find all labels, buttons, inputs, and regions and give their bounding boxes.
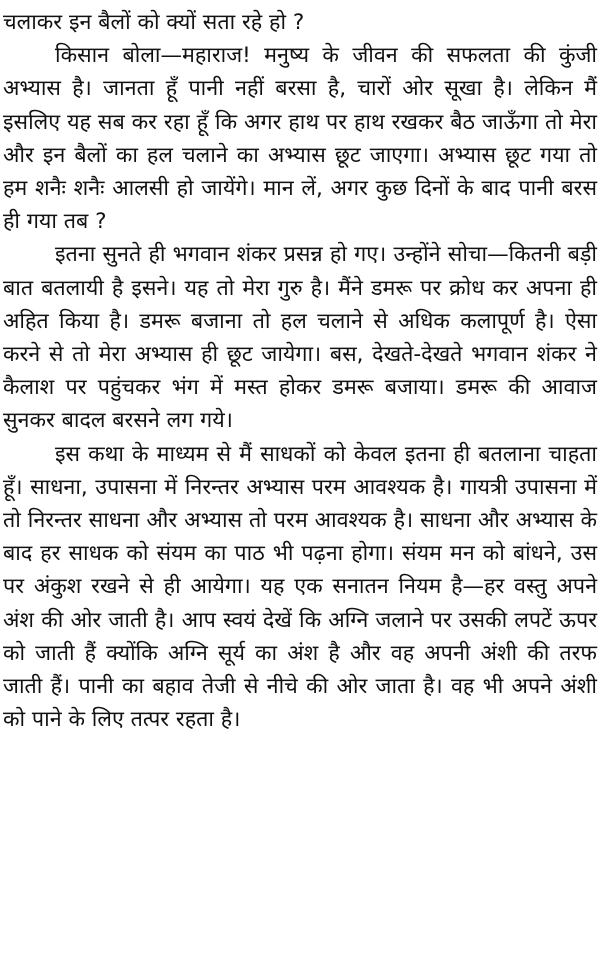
paragraph-farmer-reply: किसान बोला—महाराज! मनुष्य के जीवन की सफलता की कुंजी अभ्यास है। जानता हूँ पानी नहीं बरसा है, चारों ओर सूखा है। लेकिन मैं इसलिए यह सब कर रहा हूँ कि अगर हाथ पर हाथ रखकर बैठ जाऊँगा तो मेरा और इन बैलों का हल चलाने का अभ्यास छूट जाएगा। अभ्यास छूट गया तो हम शनैः शनैः आलसी हो जायेंगे। मान लें, अगर कुछ दिनों के बाद पानी बरस ही गया तब ? <box>3 43 597 235</box>
paragraph-moral-practice: इस कथा के माध्यम से मैं साधकों को केवल इतना ही बतलाना चाहता हूँ। साधना, उपासना में निरन्तर अभ्यास परम आवश्यक है। गायत्री उपासना में तो निरन्तर साधना और अभ्यास तो परम आवश्यक है। साधना और अभ्यास के बाद हर साधक को संयम का पाठ भी पढ़ना होगा। संयम मन को बांधने, उस पर अंकुश रखने से ही आयेगा। यह एक सनातन नियम है—हर वस्तु अपने अंश की ओर जाती है। आप स्वयं देखें कि अग्नि जलाने पर उसकी लपटें ऊपर को जाती हैं क्योंकि अग्नि सूर्य का अंश है और वह अपनी अंशी की तरफ जाती हैं। पानी का बहाव तेजी से नीचे की ओर जाता है। वह भी अपने अंशी को पाने के लिए तत्पर रहता है। <box>3 441 598 733</box>
paragraph-continuation: चलाकर इन बैलों को क्यों सता रहे हो ? <box>3 10 305 35</box>
paragraph-shiva-pleased: इतना सुनते ही भगवान शंकर प्रसन्न हो गए। उन्होंने सोचा—कितनी बड़ी बात बतलायी है इसने। यह तो मेरा गुरु है। मैंने डमरू पर क्रोध कर अपना ही अहित किया है। डमरू बजाना तो हल चलाने से अधिक कलापूर्ण है। ऐसा करने से तो मेरा अभ्यास ही छूट जायेगा। बस, देखते-देखते भगवान शंकर ने कैलाश पर पहुंचकर भंग में मस्त होकर डमरू बजाया। डमरू की आवाज सुनकर बादल बरसने लग गये। <box>3 242 597 434</box>
